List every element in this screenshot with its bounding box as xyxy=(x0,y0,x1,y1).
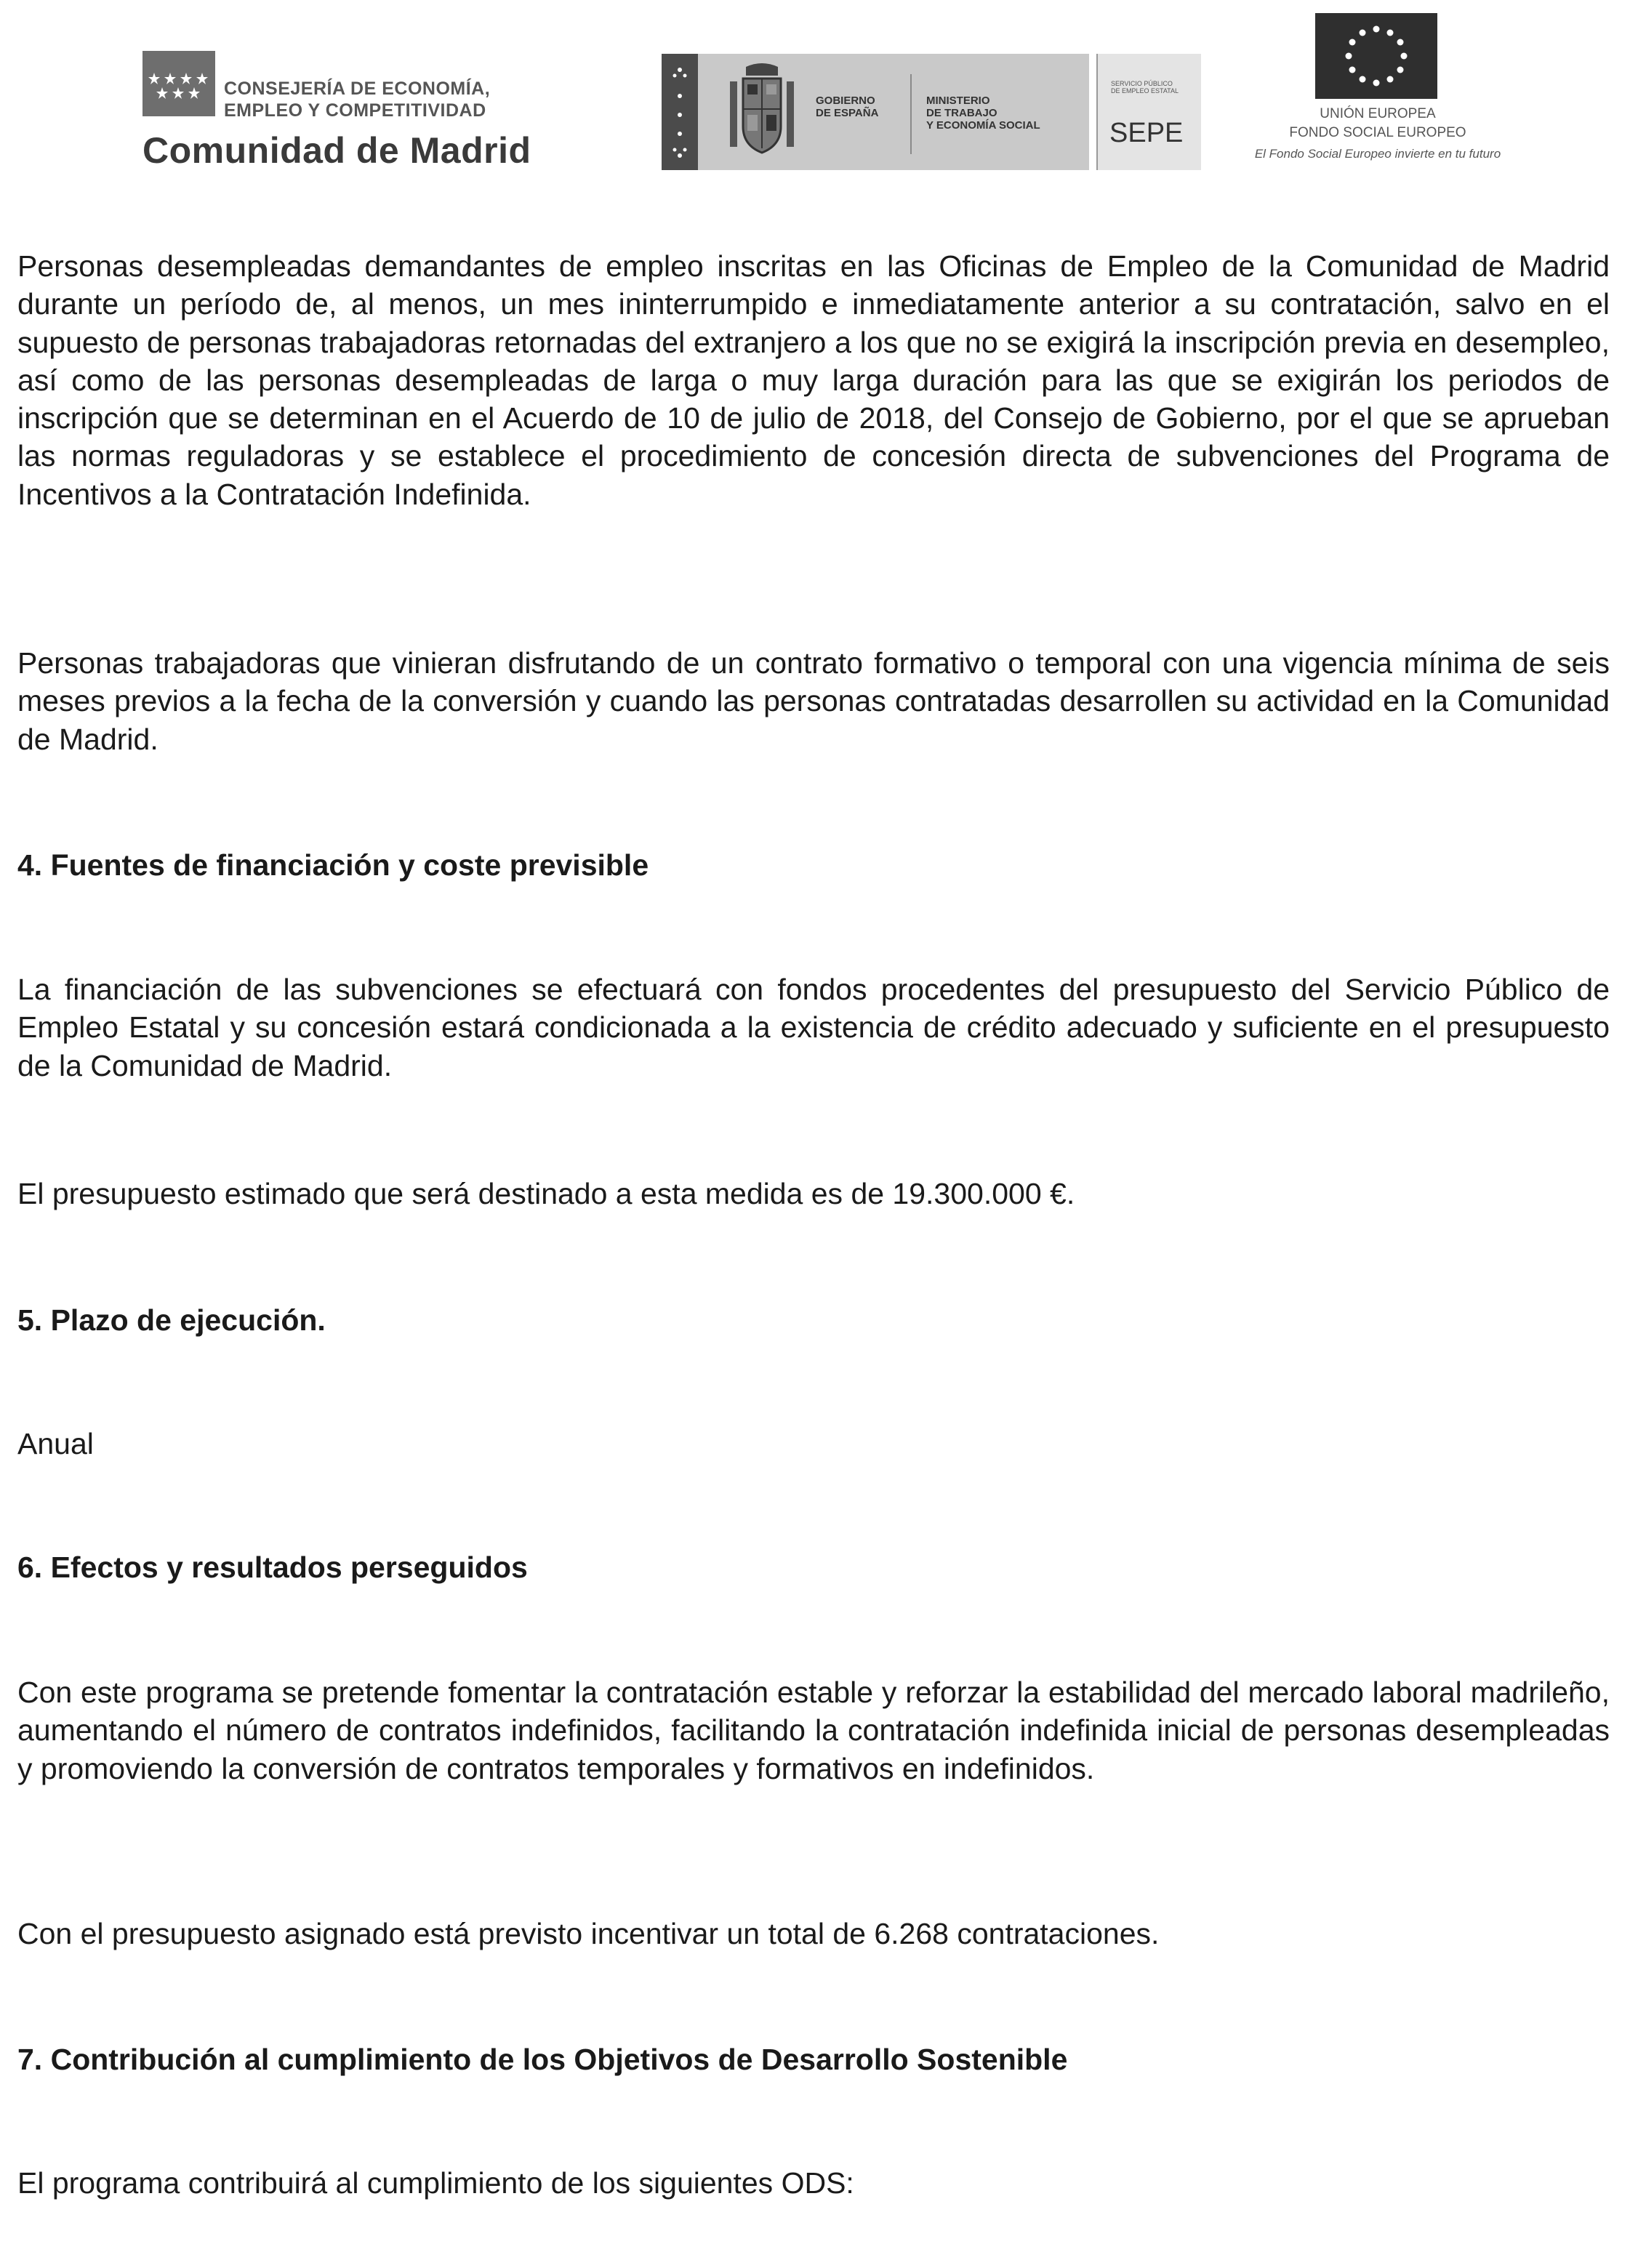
eu-line2: FONDO SOCIAL EUROPEO xyxy=(1289,125,1466,140)
gobierno-espana-logo xyxy=(662,54,1200,170)
comunidad-madrid-logo xyxy=(142,44,601,174)
eu-flag-icon xyxy=(1315,13,1437,99)
sepe-subtitle: SERVICIO PÚBLICO DE EMPLEO ESTATAL xyxy=(1111,80,1179,94)
madrid-consejeria-line1: CONSEJERÍA DE ECONOMÍA, xyxy=(224,79,491,99)
heading-plazo-ejecucion: 5. Plazo de ejecución. xyxy=(17,1303,326,1337)
paragraph-personas-desempleadas: Personas desempleadas demandantes de empleo inscritas en las Oficinas de Empleo de la Comunidad de Madrid durante un período de, al menos, un mes ininterrumpido e inmediatamente anterior a su contratación, salvo en el supuesto de personas trabajadoras retornadas del extranjero a los que no se exigirá la inscripción previa en desempleo, así como de las personas desempleadas de larga o muy larga duración para las que se exigirán los periodos de inscripción que se determinan en el Acuerdo de 10 de julio de 2018, del Consejo de Gobierno, por el que se aprueban las normas reguladoras y se establece el procedimiento de concesión directa de subvenciones del Programa de Incentivos a la Contratación Indefinida. xyxy=(17,249,1610,511)
paragraph-presupuesto: El presupuesto estimado que será destinado a esta medida es de 19.300.000 €. xyxy=(17,1177,1075,1210)
spain-coat-of-arms-icon xyxy=(726,60,798,169)
sepe-logo xyxy=(1096,54,1201,170)
eu-tagline: El Fondo Social Europeo invierte en tu futuro xyxy=(1254,147,1501,161)
paragraph-programa: Con este programa se pretende fomentar la contratación estable y reforzar la estabilidad del mercado laboral madrileño, aumentando el número de contratos indefinidos, facilitando la contratación indefinida inicial de personas desempleadas y promoviendo la conversión de contratos temporales y formativos en indefinidos. xyxy=(17,1676,1610,1785)
madrid-title: Comunidad de Madrid xyxy=(142,130,531,171)
union-europea-logo xyxy=(1240,13,1516,180)
heading-ods: 7. Contribución al cumplimiento de los Objetivos de Desarrollo Sostenible xyxy=(17,2043,1068,2076)
paragraph-personas-trabajadoras: Personas trabajadoras que vinieran disfrutando de un contrato formativo o temporal con una vigencia mínima de seis meses previos a la fecha de la conversión y cuando las personas contratadas desarrollen su actividad en la Comunidad de Madrid. xyxy=(17,646,1610,756)
gobierno-flag-stripe-icon xyxy=(662,54,698,170)
eu-line1: UNIÓN EUROPEA xyxy=(1320,106,1436,121)
madrid-flag-icon xyxy=(142,51,215,116)
heading-efectos-resultados: 6. Efectos y resultados perseguidos xyxy=(17,1551,528,1584)
ministerio-text: MINISTERIO DE TRABAJO Y ECONOMÍA SOCIAL xyxy=(926,94,1040,132)
paragraph-financiacion: La financiación de las subvenciones se efectuará con fondos procedentes del presupuesto del Servicio Público de Empleo Estatal y su concesión estará condicionada a la existencia de crédito adecuado y suficiente en el presupuesto de la Comunidad de Madrid. xyxy=(17,973,1610,1082)
paragraph-anual: Anual xyxy=(17,1427,94,1460)
paragraph-ods-intro: El programa contribuirá al cumplimiento de los siguientes ODS: xyxy=(17,2166,854,2200)
document-header xyxy=(0,0,1646,182)
gobierno-text: GOBIERNO DE ESPAÑA xyxy=(816,94,879,119)
heading-fuentes-financiacion: 4. Fuentes de financiación y coste previsible xyxy=(17,848,649,882)
madrid-consejeria-line2: EMPLEO Y COMPETITIVIDAD xyxy=(224,100,486,121)
paragraph-contrataciones: Con el presupuesto asignado está previsto incentivar un total de 6.268 contrataciones. xyxy=(17,1917,1160,1950)
gobierno-divider xyxy=(910,74,912,154)
sepe-label: SEPE xyxy=(1109,118,1184,148)
